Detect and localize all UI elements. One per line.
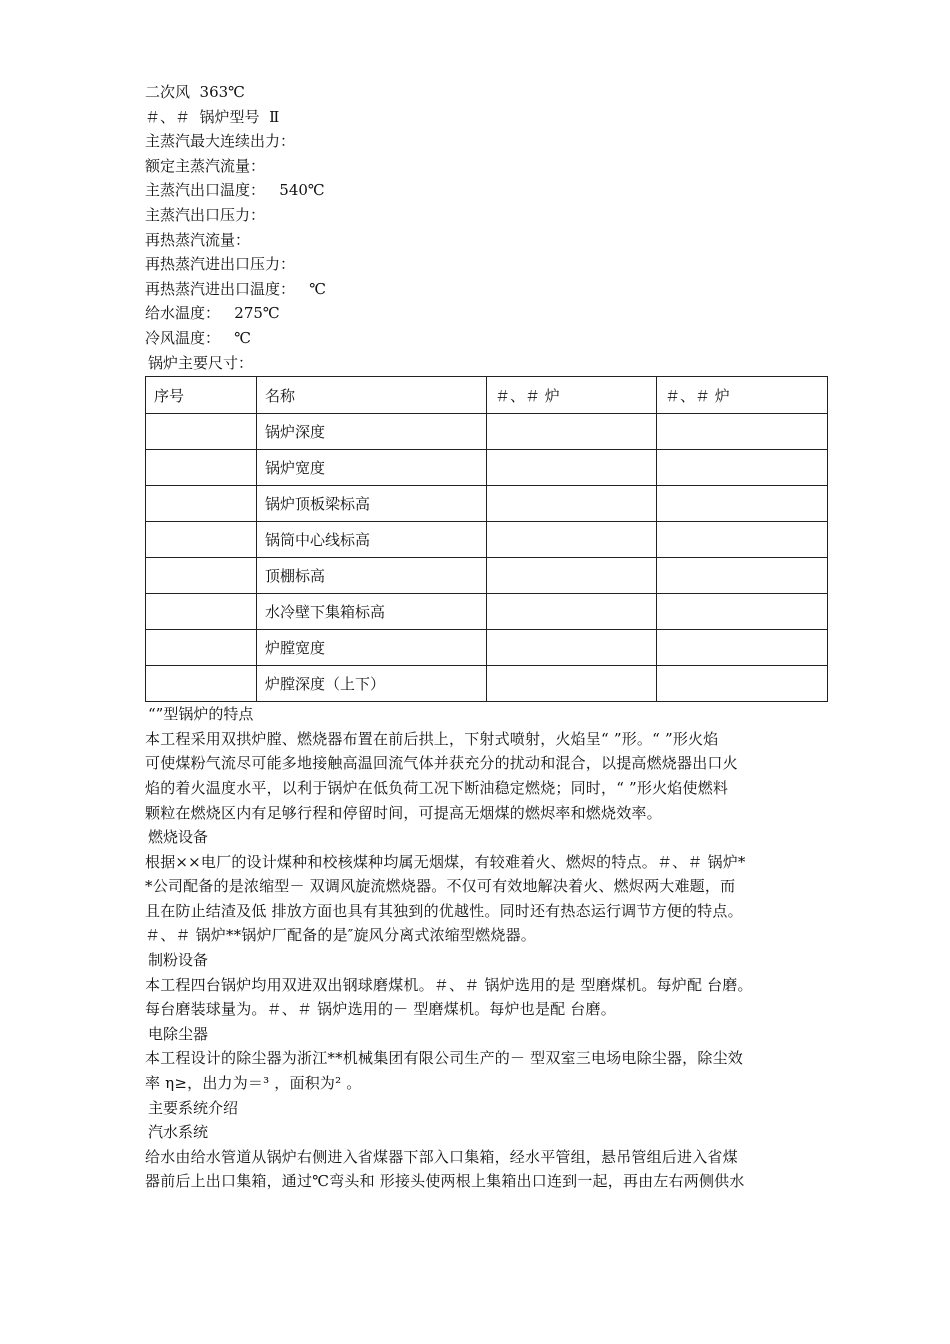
paragraph-line: 本工程设计的除尘器为浙江**机械集团有限公司生产的－ 型双室三电场电除尘器，除尘效 xyxy=(145,1049,743,1068)
table-cell xyxy=(657,522,828,558)
table-cell xyxy=(487,522,657,558)
section-body-milling xyxy=(145,973,825,1022)
section-title-combustion: 燃烧设备 xyxy=(148,828,209,847)
param-line: 再热蒸汽进出口温度： ℃ xyxy=(145,279,327,298)
table-cell: 锅炉宽度 xyxy=(257,450,487,486)
table-cell xyxy=(146,486,257,522)
section-title-w-flame: “”型锅炉的特点 xyxy=(148,705,254,724)
table-row xyxy=(146,558,828,594)
paragraph-line: 且在防止结渣及低 排放方面也具有其独到的优越性。同时还有热态运行调节方便的特点。 xyxy=(145,901,743,920)
section-body-combustion xyxy=(145,850,825,948)
table-cell xyxy=(487,666,657,702)
table-row xyxy=(146,594,828,630)
table-cell xyxy=(487,486,657,522)
table-cell xyxy=(146,666,257,702)
paragraph-line: 根据××电厂的设计煤种和校核煤种均属无烟煤，有较难着火、燃烬的特点。＃、＃ 锅炉* xyxy=(145,852,746,871)
section-title-milling: 制粉设备 xyxy=(148,951,209,970)
section-title-esp: 电除尘器 xyxy=(148,1024,209,1043)
paragraph-line: 本工程四台锅炉均用双进双出钢球磨煤机。＃、＃ 锅炉选用的是 型磨煤机。每炉配 台磨。 xyxy=(145,975,753,994)
paragraph-line: ＃、＃ 锅炉**锅炉厂配备的是″旋风分离式浓缩型燃烧器。 xyxy=(145,926,536,945)
table-cell xyxy=(146,450,257,486)
table-cell xyxy=(487,630,657,666)
table-row xyxy=(146,450,828,486)
paragraph-line: *公司配备的是浓缩型－ 双调风旋流燃烧器。不仅可有效地解决着火、燃烬两大难题，而 xyxy=(145,877,736,896)
table-cell xyxy=(657,486,828,522)
table-cell xyxy=(146,594,257,630)
table-cell xyxy=(487,594,657,630)
section-title-systems: 主要系统介绍 xyxy=(148,1098,239,1117)
table-cell xyxy=(146,414,257,450)
paragraph-line: 本工程采用双拱炉膛、燃烧器布置在前后拱上，下射式喷射，火焰呈“ ”形。“ ”形火焰 xyxy=(145,729,719,748)
section-body-esp xyxy=(145,1046,825,1095)
table-cell: 水冷壁下集箱标高 xyxy=(257,594,487,630)
param-line: ＃、＃ 锅炉型号 Ⅱ xyxy=(145,107,280,126)
boiler-dimensions-table xyxy=(145,376,828,702)
paragraph-line: 每台磨装球量为。＃、＃ 锅炉选用的－ 型磨煤机。每炉也是配 台磨。 xyxy=(145,1000,616,1019)
param-line: 额定主蒸汽流量： xyxy=(145,156,266,175)
table-cell xyxy=(657,594,828,630)
boiler-parameters xyxy=(145,80,825,375)
paragraph-line: 器前后上出口集箱，通过℃弯头和 形接头使两根上集箱出口连到一起，再由左右两侧供水 xyxy=(145,1172,745,1191)
header-cell-boiler-a: ＃、＃ 炉 xyxy=(487,377,657,414)
table-cell: 锅筒中心线标高 xyxy=(257,522,487,558)
table-cell xyxy=(146,522,257,558)
paragraph-line: 率 η≥，出力为＝³ ，面积为² 。 xyxy=(145,1074,362,1093)
document-page xyxy=(145,80,825,1194)
param-line: 再热蒸汽进出口压力： xyxy=(145,255,296,274)
param-line: 主蒸汽出口压力： xyxy=(145,205,266,224)
param-line: 冷风温度： ℃ xyxy=(145,328,252,347)
header-cell-name: 名称 xyxy=(257,377,487,414)
paragraph-line: 可使煤粉气流尽可能多地接触高温回流气体并获充分的扰动和混合，以提高燃烧器出口火 xyxy=(145,754,738,773)
table-cell: 炉膛深度（上下） xyxy=(257,666,487,702)
table-cell: 锅炉深度 xyxy=(257,414,487,450)
param-line: 主蒸汽出口温度： 540℃ xyxy=(145,181,325,200)
table-row xyxy=(146,522,828,558)
table-cell: 顶棚标高 xyxy=(257,558,487,594)
section-body-steam-water xyxy=(145,1145,825,1194)
table-cell xyxy=(657,666,828,702)
section-title-steam-water: 汽水系统 xyxy=(148,1123,209,1142)
param-line: 二次风 363℃ xyxy=(145,83,245,101)
paragraph-line: 焰的着火温度水平，以利于锅炉在低负荷工况下断油稳定燃烧；同时，“ ”形火焰使燃料 xyxy=(145,778,729,797)
table-row xyxy=(146,666,828,702)
table-cell xyxy=(487,450,657,486)
param-line: 再热蒸汽流量： xyxy=(145,230,251,249)
table-header-row xyxy=(146,377,828,414)
table-cell xyxy=(657,630,828,666)
param-line: 主蒸汽最大连续出力： xyxy=(145,132,296,151)
table-cell xyxy=(487,414,657,450)
table-cell xyxy=(657,558,828,594)
header-cell-index: 序号 xyxy=(146,377,257,414)
table-row xyxy=(146,630,828,666)
table-cell xyxy=(146,558,257,594)
table-row xyxy=(146,486,828,522)
table-row xyxy=(146,414,828,450)
paragraph-line: 颗粒在燃烧区内有足够行程和停留时间，可提高无烟煤的燃烬率和燃烧效率。 xyxy=(145,803,662,822)
header-cell-boiler-b: ＃、＃ 炉 xyxy=(657,377,828,414)
section-body-w-flame xyxy=(145,727,825,825)
dimensions-caption: 锅炉主要尺寸： xyxy=(148,353,254,372)
table-cell: 炉膛宽度 xyxy=(257,630,487,666)
table-cell xyxy=(657,414,828,450)
table-cell xyxy=(146,630,257,666)
table-cell: 锅炉顶板梁标高 xyxy=(257,486,487,522)
table-cell xyxy=(487,558,657,594)
table-cell xyxy=(657,450,828,486)
param-line: 给水温度： 275℃ xyxy=(145,304,280,323)
paragraph-line: 给水由给水管道从锅炉右侧进入省煤器下部入口集箱，经水平管组，悬吊管组后进入省煤 xyxy=(145,1147,738,1166)
